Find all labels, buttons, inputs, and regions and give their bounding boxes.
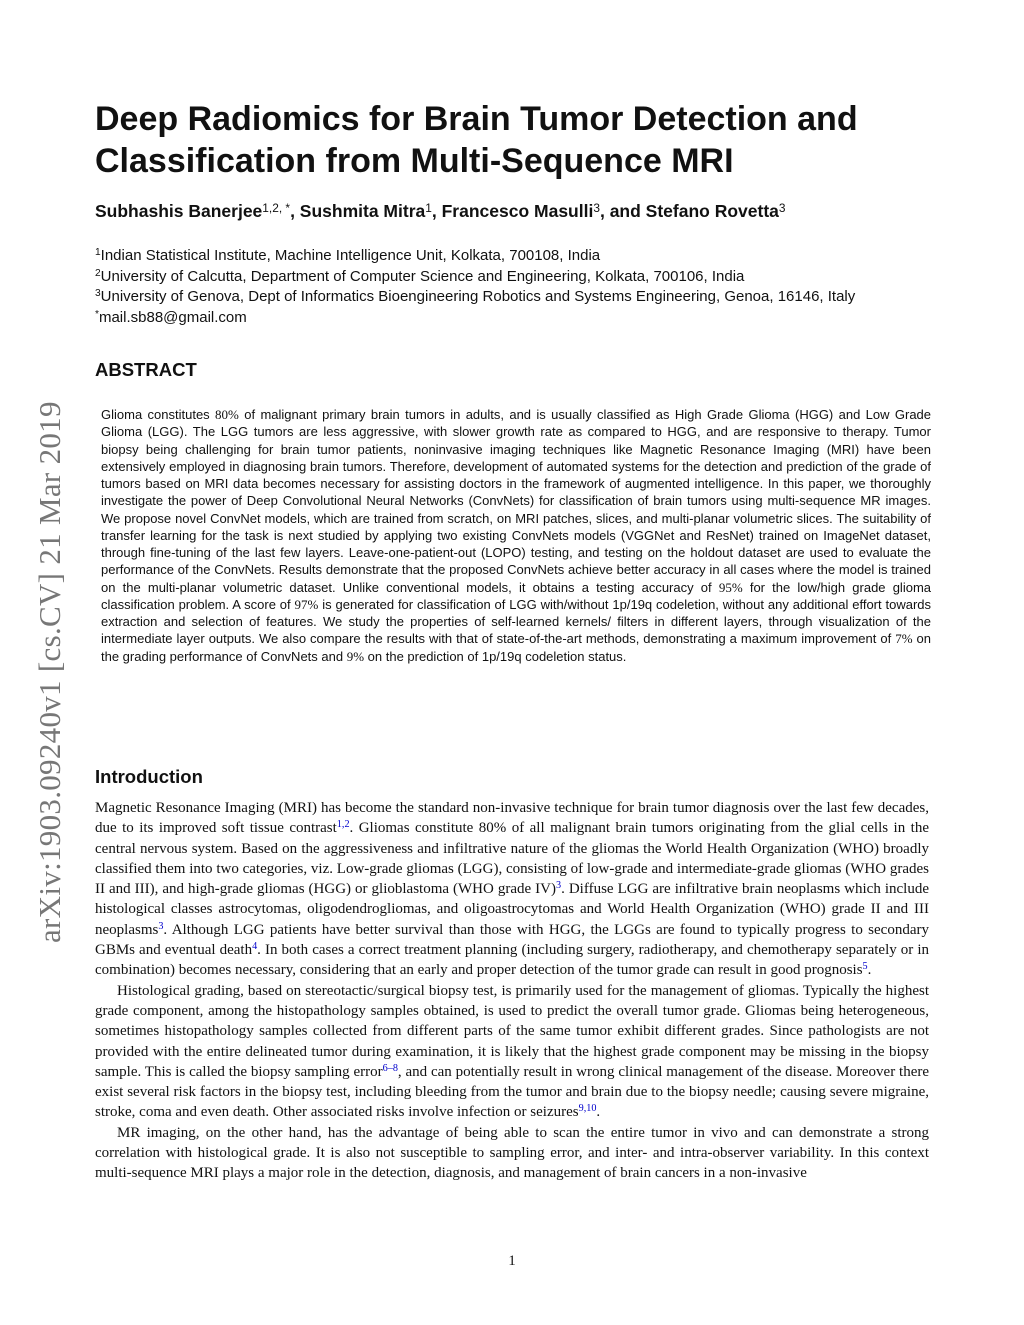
math-value: 95%	[718, 579, 743, 595]
affiliation-mark: 1	[95, 247, 101, 259]
title-line-1: Deep Radiomics for Brain Tumor Detection and	[95, 100, 858, 138]
contact-email: mail.sb88@gmail.com	[98, 308, 247, 326]
author-affiliation-mark: 1,2, *	[262, 200, 291, 215]
author-name: Subhashis Banerjee	[95, 201, 263, 221]
affiliation-text: Indian Statistical Institute, Machine Intelligence Unit, Kolkata, 700108, India	[100, 247, 601, 264]
arxiv-identifier-stamp: arXiv:1903.09240v1 [cs.CV] 21 Mar 2019	[32, 401, 67, 943]
math-value: 80%	[215, 407, 239, 422]
citation-link[interactable]: 9,10	[578, 1103, 597, 1115]
author-name: Sushmita Mitra	[299, 201, 426, 221]
affiliation-text: University of Genova, Dept of Informatics Bioengineering Robotics and Systems Engineering, Genoa, 16146, Italy	[100, 288, 856, 305]
affiliation-item	[95, 246, 975, 267]
author-separator: , and	[599, 201, 646, 221]
author-list	[95, 201, 975, 222]
citation-link[interactable]: 3	[556, 880, 562, 892]
introduction-heading: Introduction	[95, 766, 203, 787]
citation-link[interactable]: 5	[862, 961, 868, 973]
affiliation-mark: *	[95, 308, 99, 320]
math-value: 7%	[895, 631, 913, 647]
affiliation-text: University of Calcutta, Department of Computer Science and Engineering, Kolkata, 700106, India	[100, 267, 745, 285]
intro-paragraph-1: Magnetic Resonance Imaging (MRI) has become the standard non-invasive technique for brain tumor diagnosis over the last few decades, due to its improved soft tissue contrast$^{1,2}$. Gliomas constitute 80% of all malignant brain tumors originating from the glial cells in the central nervous system. Based on the aggressiveness and infiltrative nature of the gliomas the World Health Organization (WHO) broadly classified them into two categories, viz. Low-grade gliomas (LGG), consisting of low-grade and intermediate-grade gliomas (WHO grades II and III), and high-grade gliomas (HGG) or glioblastoma (WHO grade IV)$^3$. Diffuse LGG are infiltrative brain neoplasms which include histological classes astrocytomas, oligodendrogliomas, and oligoastrocytomas and World Health Organization (WHO) grade II and III neoplasms$^3$. Although LGG patients have better survival than those with HGG, the LGGs are found to typically progress to secondary GBMs and eventual death$^4$. In both cases a correct treatment planning (including surgery, radiotherapy, and chemotherapy separately or in combination) becomes necessary, considering that an early and proper detection of the tumor grade can result in good prognosis$^5$.	[95, 800, 929, 979]
abstract-heading: ABSTRACT	[95, 359, 197, 380]
citation-link[interactable]: 6–8	[382, 1062, 398, 1074]
page-number: 1	[508, 1253, 516, 1269]
introduction-body	[95, 798, 929, 1184]
affiliation-item	[95, 267, 975, 288]
math-value: 9%	[346, 648, 365, 664]
author-affiliation-mark: 1	[425, 200, 432, 215]
author-separator: ,	[431, 201, 442, 221]
citation-link[interactable]: 1,2	[336, 819, 350, 831]
citation-link[interactable]: 3	[158, 920, 164, 932]
paper-title	[95, 98, 935, 182]
intro-paragraph-3: MR imaging, on the other hand, has the advantage of being able to scan the entire tumor in vivo and can demonstrate a strong correlation with histological grade. It is also not susceptible to sampling error, and inter- and intra-observer variability. In this context multi-sequence MRI plays a major role in the detection, diagnosis, and management of brain cancers in a non-invasive	[95, 1124, 929, 1182]
abstract-body: Glioma constitutes 80% of malignant primary brain tumors in adults, and is usually classified as High Grade Glioma (HGG) and Low Grade Glioma (LGG). The LGG tumors are less aggressive, with slower growth rate as compared to HGG, and are responsive to therapy. Tumor biopsy being challenging for brain tumor patients, noninvasive imaging techniques like Magnetic Resonance Imaging (MRI) have been extensively employed in diagnosing brain tumors. Therefore, development of automated systems for the detection and prediction of the grade of tumors based on MRI data becomes necessary for assisting doctors in the framework of augmented intelligence. In this paper, we thoroughly investigate the power of Deep Convolutional Neural Networks (ConvNets) for classification of brain tumors using multi-sequence MR images. We propose novel ConvNet models, which are trained from scratch, on MRI patches, slices, and multi-planar volumetric slices. The suitability of transfer learning for the task is next studied by applying two existing ConvNets models (VGGNet and ResNet) trained on ImageNet dataset, through fine-tuning of the last few layers. Leave-one-patient-out (LOPO) testing, and testing on the holdout dataset are used to evaluate the performance of the ConvNets. Results demonstrate that the proposed ConvNets achieve better accuracy in all cases where the model is trained on the multi-planar volumetric dataset. Unlike conventional models, it obtains a testing accuracy of 95% for the low/high grade glioma classification problem. A score of 97% is generated for classification of LGG with/without 1p/19q codeletion, without any additional effort towards extraction and selection of features. We study the properties of self-learned kernels/ filters in different layers, through visualization of the intermediate layer outputs. We also compare the results with that of state-of-the-art methods, demonstrating a maximum improvement of 7% on the grading performance of ConvNets and 9% on the prediction of 1p/19q codeletion status.	[101, 407, 932, 664]
affiliation-list	[95, 246, 975, 328]
math-value: 97%	[294, 596, 319, 612]
affiliation-item	[95, 308, 975, 329]
title-line-2: Classification from Multi-Sequence MRI	[95, 142, 734, 180]
author-name: Stefano Rovetta	[645, 201, 779, 221]
author-affiliation-mark: 3	[778, 200, 786, 215]
affiliation-item	[95, 287, 975, 308]
citation-link[interactable]: 4	[252, 940, 258, 952]
affiliation-mark: 3	[95, 288, 101, 300]
author-affiliation-mark: 3	[593, 200, 600, 215]
author-name: Francesco Masulli	[441, 201, 594, 221]
affiliation-mark: 2	[95, 267, 101, 279]
intro-paragraph-2: Histological grading, based on stereotactic/surgical biopsy test, is primarily used for the management of gliomas. Typically the highest grade component, among the histopathology samples obtained, is used to predict the overall tumor grade. Gliomas being heterogeneous, sometimes histopathology samples collected from different parts of the same tumor exhibit different grades. Since pathologists are not provided with the entire delineated tumor during examination, it is likely that the highest grade component may be missing in the biopsy sample. This is called the biopsy sampling error$^{6-8}$, and can potentially result in wrong clinical management of the disease. Moreover there exist several risk factors in the biopsy test, including bleeding from the tumor and brain due to the biopsy needle; causing severe migraine, stroke, coma and even death. Other associated risks involve infection or seizures$^{9,10}$.	[95, 982, 930, 1121]
author-separator: ,	[290, 201, 300, 221]
